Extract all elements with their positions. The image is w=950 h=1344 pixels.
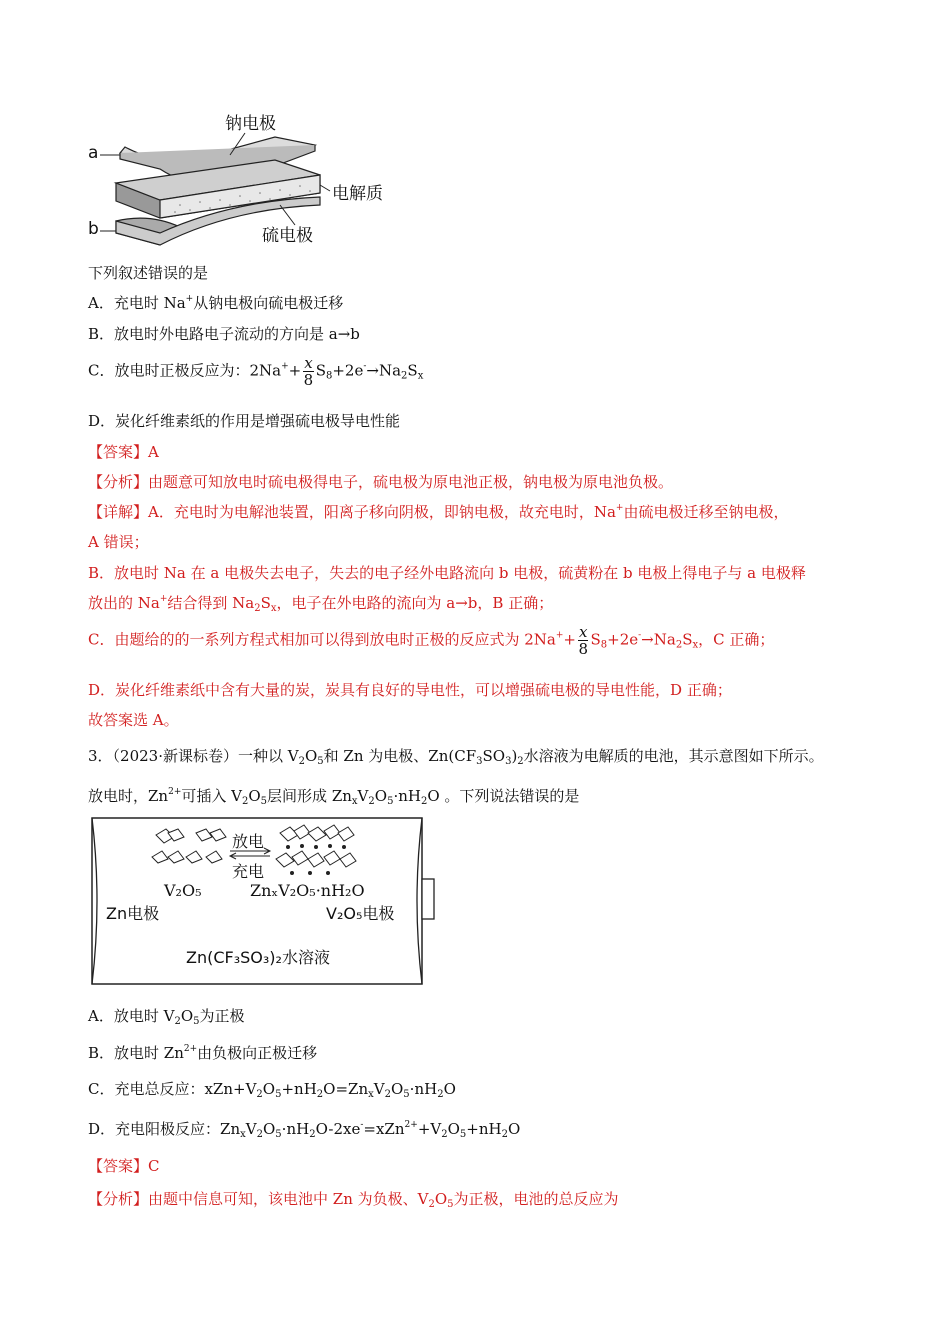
label-sulfur-electrode: 硫电极 xyxy=(262,226,313,246)
label-sodium-electrode: 钠电极 xyxy=(225,114,276,134)
detail-line-1: 【详解】A．充电时为电解池装置，阳离子移向阴极，即钠电极，故充电时，Na+由硫电极迁移至钠电极， xyxy=(88,503,789,521)
q3-option-b: B．放电时 $Zn^{2+}$由负极向正极迁移 xyxy=(88,1044,318,1062)
analysis-text: 【分析】由题意可知放电时硫电极得电子，硫电极为原电池正极，钠电极为原电池负极。 xyxy=(88,473,674,491)
q3-line-1: 3．（2023·新课标卷）一种以 $V_2O_5$和 Zn 为电极、$Zn(CF_3SO_3)_2$水溶液为电解质的电池，其示意图如下所示。 xyxy=(88,747,824,767)
zinc-v2o5-battery-figure xyxy=(88,815,438,987)
q3-option-d: D．充电阳极反应：$Zn_xV_2O_5\cdot nH_2O-2xe^-=xZn^{2+}+V_2O_5+nH_2O$ xyxy=(88,1120,521,1140)
option-b: B．放电时外电路电子流动的方向是 a→b xyxy=(88,325,360,343)
answer-label: 【答案】A xyxy=(88,443,159,461)
q3-analysis-text: 【分析】由题中信息可知，该电池中 Zn 为负极、$V_2O_5$为正极，电池的总反应为 xyxy=(88,1190,619,1210)
label-electrolyte: 电解质 xyxy=(332,184,383,204)
option-c: C．放电时正极反应为：2Na++ $\frac{x}{8}$ $S_8+2e^-\to Na_2S_x$ xyxy=(88,354,424,389)
label-terminal-b: b xyxy=(88,219,99,239)
sodium-sulfur-battery-figure xyxy=(80,105,440,255)
label-terminal-a: a xyxy=(88,143,99,163)
q3-option-c: C．充电总反应：$xZn+V_2O_5+nH_2O=Zn_xV_2O_5\cdot nH_2O$ xyxy=(88,1080,456,1100)
label-znxv2o5: ZnₓV₂O₅·nH₂O xyxy=(250,881,365,900)
detail-line-1b: A 错误； xyxy=(88,533,149,551)
label-zn-electrode: Zn电极 xyxy=(106,904,160,923)
detail-line-4: D．炭化纤维素纸中含有大量的炭，炭具有良好的导电性，可以增强硫电极的导电性能，D 正确； xyxy=(88,681,732,699)
q3-answer-label: 【答案】C xyxy=(88,1157,160,1175)
label-electrolyte-solution: Zn(CF₃SO₃)₂水溶液 xyxy=(186,948,330,967)
detail-line-3: C．由题给的的一系列方程式相加可以得到放电时正极的反应式为 2Na++ $\frac{x}{8}$ $S_8+2e^-\to Na_2S_x$，C 正确； xyxy=(88,623,775,658)
label-v2o5: V₂O₅ xyxy=(164,881,202,900)
conclusion-text: 故答案选 A。 xyxy=(88,711,179,729)
q3-option-a: A．放电时 $V_2O_5$为正极 xyxy=(88,1007,245,1027)
fraction-x-over-8: $\frac{x}{8}$ xyxy=(303,354,314,389)
detail-line-2: B．放电时 Na 在 a 电极失去电子，失去的电子经外电路流向 b 电极，硫黄粉在 b 电极上得电子与 a 电极释 xyxy=(88,564,806,582)
fraction-x-over-8-detail: $\frac{x}{8}$ xyxy=(578,623,588,658)
question-stem: 下列叙述错误的是 xyxy=(88,264,209,282)
label-charge: 充电 xyxy=(232,862,265,881)
label-v2o5-electrode: V₂O₅电极 xyxy=(326,904,395,923)
label-discharge: 放电 xyxy=(232,832,265,851)
q3-line-2: 放电时，$Zn^{2+}$可插入 $V_2O_5$层间形成 $Zn_xV_2O_5\cdot nH_2O$ 。下列说法错误的是 xyxy=(88,787,580,807)
detail-line-2b: 放出的 Na+结合得到 $Na_2S_x$，电子在外电路的流向为 a→b，B 正确； xyxy=(88,594,554,614)
option-d: D．炭化纤维素纸的作用是增强硫电极导电性能 xyxy=(88,412,401,430)
option-a: A．充电时 Na+从钠电极向硫电极迁移 xyxy=(88,294,344,312)
